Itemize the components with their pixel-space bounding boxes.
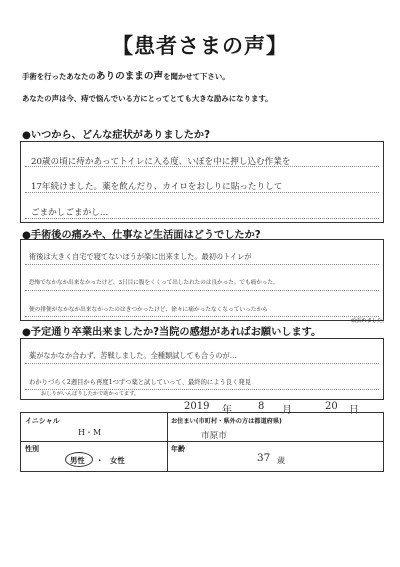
- answer-box-2: [20, 239, 388, 324]
- intro-line-1-a: 手術を行ったあなたの: [22, 72, 96, 81]
- ruled-line: [25, 264, 379, 265]
- answer-1-line-2: 17年続けました。薬を飲んだり、カイロをおしりに貼ったりして: [31, 182, 283, 192]
- intro-line-1-b: を聞かせて下さい。: [163, 72, 230, 81]
- answer-2-line-4: 頑張れました。: [351, 318, 388, 324]
- question-1: ●いつから、どんな症状がありましたか?: [22, 130, 210, 141]
- ruled-line: [25, 192, 379, 193]
- answer-2-line-1: 術後は大きく自宅で寝てないほうが楽に出来ました。最初のトイレが: [29, 252, 252, 261]
- answer-box-1: [20, 141, 384, 223]
- date-month-unit: 月: [282, 405, 292, 416]
- ruled-line: [25, 363, 379, 364]
- address-value: 市原市: [201, 431, 227, 441]
- date-year: 2019: [184, 401, 210, 412]
- date-day: 20: [325, 401, 338, 412]
- answer-3-line-3: おしりがいんぱりしたかで助かってます。: [41, 391, 140, 397]
- intro-line-1-emphasis: ありのままの声: [95, 71, 164, 82]
- answer-box-3: [20, 338, 384, 400]
- table-divider: [167, 413, 168, 471]
- ruled-line: [25, 218, 379, 219]
- patient-info-table: [20, 412, 384, 472]
- gender-option-female[interactable]: 女性: [110, 456, 125, 465]
- age-value: 37: [257, 452, 271, 464]
- age-label: 年齢: [171, 445, 185, 453]
- answer-2-line-3: 便の排便がなかなか出来なかったのはきつかったけど、徐々に痛かったなくなっていったから: [29, 307, 268, 313]
- date-year-unit: 年: [222, 405, 232, 416]
- gender-separator: ・: [96, 456, 104, 465]
- answer-1-line-3: ごまかしごまかし…: [31, 208, 109, 218]
- intro-line-2: あなたの声は今、痔で悩んでいる方にとってとても大きな励みになります。: [22, 94, 273, 103]
- answer-3-line-2: わかりづらく2週目から再度1つずつ薬と試していって、最終的によう良く発見: [29, 379, 251, 386]
- ruled-line: [25, 290, 379, 291]
- gender-label: 性別: [25, 445, 39, 453]
- address-label: お住まい(市町村・県外の方は都道府県): [171, 418, 282, 425]
- ruled-line: [25, 316, 379, 317]
- gender-option-male[interactable]: 男性: [70, 456, 85, 465]
- answer-2-line-2: 恐怖でなかなか出来なかったけど、3日目に腹をくくって出したれたのは良かった。でも痛かった。: [29, 280, 279, 286]
- question-3: ●予定通り卒業出来ましたか?当院の感想があればお願いします。: [22, 327, 322, 338]
- date-day-unit: 日: [349, 405, 359, 416]
- question-2: ●手術後の痛みや、仕事など生活面はどうでしたか?: [22, 230, 261, 241]
- initial-label: イニシャル: [25, 417, 60, 425]
- initial-value: H・M: [78, 428, 102, 437]
- answer-3-line-1: 薬がなかなか合わず、苦戦しました。全種類試しても合うのが…: [29, 351, 237, 360]
- age-unit: 歳: [277, 456, 285, 465]
- table-divider: [21, 441, 383, 442]
- intro-line-1: [22, 68, 386, 82]
- answer-1-line-1: 20歳の頃に痔かあってトイレに入る度、いぼを中に押し込む作業を: [31, 157, 291, 167]
- form-title: 【患者さまの声】: [112, 34, 288, 58]
- date-month: 8: [258, 401, 265, 412]
